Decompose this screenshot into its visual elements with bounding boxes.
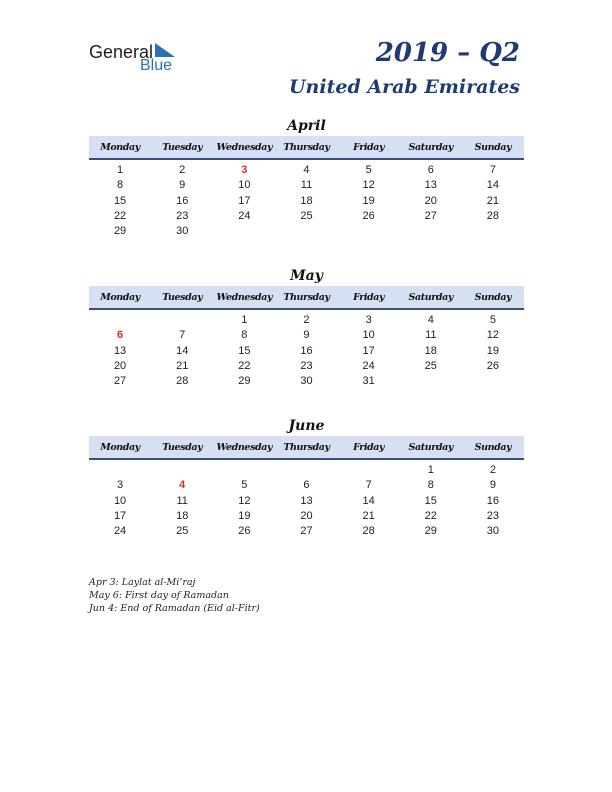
- day-cell: 23: [176, 209, 189, 222]
- month-name: April: [287, 118, 326, 134]
- day-cell: 12: [238, 494, 251, 507]
- day-cell: 16: [486, 494, 500, 507]
- day-cell: [213, 224, 275, 239]
- day-cell: 16: [300, 344, 313, 357]
- weekday-header: Thursday: [283, 141, 330, 153]
- holiday-note: Apr 3: Laylat al-Mi’raj: [89, 577, 196, 588]
- day-cell: 17: [238, 194, 251, 207]
- day-cell: 28: [486, 209, 500, 222]
- weekday-header: Monday: [100, 141, 140, 153]
- weeks-grid: [89, 310, 524, 389]
- day-cell: 22: [238, 359, 251, 372]
- holiday-day-cell: 6: [117, 329, 124, 342]
- weekday-header: Thursday: [283, 291, 330, 303]
- day-cell: 28: [176, 375, 189, 388]
- day-cell: 27: [300, 525, 313, 538]
- week-row: [89, 313, 524, 328]
- day-cell: 16: [176, 194, 189, 207]
- day-cell: 6: [303, 479, 310, 492]
- weekday-header: Monday: [100, 441, 140, 453]
- day-cell: 17: [113, 509, 127, 522]
- month-april: [89, 116, 524, 239]
- day-cell: 28: [362, 525, 375, 538]
- weekday-header: Sunday: [474, 141, 512, 153]
- day-cell: 21: [362, 509, 375, 522]
- day-cell: 18: [176, 509, 189, 522]
- day-cell: 20: [113, 359, 127, 372]
- week-row: [89, 178, 524, 193]
- day-cell: 9: [179, 179, 186, 192]
- week-row: [89, 359, 524, 374]
- day-cell: [462, 224, 524, 239]
- weekday-header: Sunday: [474, 291, 512, 303]
- month-name: June: [288, 418, 325, 434]
- day-cell: [89, 463, 151, 478]
- day-cell: 23: [300, 359, 313, 372]
- day-cell: 12: [362, 179, 375, 192]
- day-cell: 3: [117, 479, 124, 492]
- weekday-header: Thursday: [283, 441, 330, 453]
- day-cell: 13: [300, 494, 313, 507]
- holiday-notes: [89, 576, 260, 615]
- day-cell: 23: [486, 509, 500, 522]
- weekday-header: Wednesday: [216, 441, 273, 453]
- country-subtitle: United Arab Emirates: [288, 76, 520, 98]
- day-cell: 7: [365, 479, 372, 492]
- week-row: [89, 463, 524, 478]
- weekday-header: Wednesday: [216, 141, 273, 153]
- week-row: [89, 224, 524, 239]
- day-cell: 27: [113, 375, 127, 388]
- day-cell: 4: [303, 164, 310, 176]
- day-cell: 1: [241, 314, 248, 326]
- week-row: [89, 163, 524, 178]
- day-cell: [151, 463, 213, 478]
- day-cell: 7: [179, 329, 186, 342]
- weekday-header-row: [89, 136, 524, 160]
- day-cell: 24: [362, 359, 375, 372]
- logo-word-blue: Blue: [140, 57, 173, 74]
- day-cell: 14: [362, 494, 375, 507]
- weekday-header: Monday: [100, 291, 140, 303]
- day-cell: 5: [241, 479, 248, 492]
- day-cell: 30: [486, 525, 500, 538]
- day-cell: 24: [113, 525, 127, 538]
- day-cell: 29: [113, 225, 127, 238]
- day-cell: 29: [424, 525, 437, 538]
- day-cell: 2: [179, 164, 186, 176]
- day-cell: 4: [427, 314, 434, 326]
- day-cell: 9: [303, 329, 310, 342]
- day-cell: [275, 463, 337, 478]
- page-title: 2019 – Q2: [375, 38, 520, 68]
- weekday-header-row: [89, 436, 524, 460]
- day-cell: 18: [424, 344, 437, 357]
- day-cell: 30: [176, 225, 189, 238]
- day-cell: 3: [365, 314, 372, 326]
- day-cell: 27: [424, 209, 437, 222]
- weeks-grid: [89, 160, 524, 239]
- day-cell: 10: [238, 179, 251, 192]
- day-cell: 20: [424, 194, 437, 207]
- weekday-header: Saturday: [408, 441, 453, 453]
- day-cell: 13: [113, 344, 127, 357]
- day-cell: 18: [300, 194, 313, 207]
- day-cell: 20: [300, 509, 313, 522]
- day-cell: [338, 224, 400, 239]
- day-cell: 15: [238, 344, 251, 357]
- day-cell: 10: [362, 329, 375, 342]
- day-cell: 6: [427, 164, 434, 176]
- day-cell: 8: [427, 479, 434, 492]
- day-cell: 26: [238, 525, 251, 538]
- day-cell: 8: [241, 329, 248, 342]
- day-cell: 26: [486, 359, 500, 372]
- day-cell: 22: [113, 209, 127, 222]
- day-cell: 25: [424, 359, 437, 372]
- week-row: [89, 194, 524, 209]
- day-cell: 8: [117, 179, 124, 192]
- day-cell: 11: [425, 329, 437, 342]
- day-cell: 7: [489, 164, 496, 176]
- day-cell: 15: [113, 194, 127, 207]
- day-cell: 24: [238, 209, 251, 222]
- day-cell: 13: [424, 179, 437, 192]
- day-cell: [275, 224, 337, 239]
- weekday-header: Tuesday: [162, 291, 203, 303]
- day-cell: 15: [424, 494, 437, 507]
- weekday-header-row: [89, 286, 524, 310]
- weekday-header: Wednesday: [216, 291, 273, 303]
- week-row: [89, 328, 524, 343]
- day-cell: 14: [176, 344, 189, 357]
- weekday-header: Saturday: [408, 291, 453, 303]
- week-row: [89, 524, 524, 539]
- day-cell: 31: [362, 375, 375, 388]
- day-cell: 5: [365, 164, 372, 176]
- week-row: [89, 494, 524, 509]
- day-cell: 5: [489, 314, 496, 326]
- month-june: [89, 416, 524, 539]
- day-cell: 14: [486, 179, 500, 192]
- day-cell: 1: [427, 464, 434, 476]
- day-cell: 21: [486, 194, 500, 207]
- day-cell: [400, 224, 462, 239]
- weeks-grid: [89, 460, 524, 539]
- month-name: May: [290, 268, 323, 284]
- holiday-day-cell: 3: [241, 164, 248, 176]
- day-cell: 19: [362, 194, 375, 207]
- weekday-header: Friday: [353, 291, 385, 303]
- day-cell: 25: [176, 525, 189, 538]
- day-cell: 26: [362, 209, 375, 222]
- day-cell: 30: [300, 375, 313, 388]
- day-cell: [338, 463, 400, 478]
- day-cell: 11: [176, 494, 188, 507]
- day-cell: [213, 463, 275, 478]
- weekday-header: Saturday: [408, 141, 453, 153]
- day-cell: 17: [362, 344, 375, 357]
- day-cell: [400, 374, 462, 389]
- weekday-header: Tuesday: [162, 441, 203, 453]
- day-cell: 22: [424, 509, 437, 522]
- month-may: [89, 266, 524, 389]
- day-cell: 19: [486, 344, 500, 357]
- week-row: [89, 344, 524, 359]
- day-cell: 9: [489, 479, 496, 492]
- day-cell: 10: [113, 494, 127, 507]
- week-row: [89, 209, 524, 224]
- day-cell: [151, 313, 213, 328]
- holiday-note: Jun 4: End of Ramadan (Eid al-Fitr): [89, 603, 260, 614]
- day-cell: 12: [486, 329, 500, 342]
- day-cell: 1: [117, 164, 124, 176]
- week-row: [89, 478, 524, 493]
- day-cell: 2: [303, 314, 310, 326]
- weekday-header: Sunday: [474, 441, 512, 453]
- week-row: [89, 374, 524, 389]
- day-cell: 2: [489, 464, 496, 476]
- day-cell: 25: [300, 209, 313, 222]
- logo: [89, 40, 189, 76]
- day-cell: 11: [300, 179, 313, 192]
- weekday-header: Friday: [353, 141, 385, 153]
- holiday-note: May 6: First day of Ramadan: [89, 590, 229, 601]
- day-cell: 21: [176, 359, 189, 372]
- week-row: [89, 509, 524, 524]
- day-cell: [462, 374, 524, 389]
- holiday-day-cell: 4: [179, 479, 186, 492]
- weekday-header: Tuesday: [162, 141, 203, 153]
- logo-word-general: General: [89, 42, 154, 62]
- day-cell: 29: [238, 375, 251, 388]
- day-cell: 19: [238, 509, 251, 522]
- weekday-header: Friday: [353, 441, 385, 453]
- day-cell: [89, 313, 151, 328]
